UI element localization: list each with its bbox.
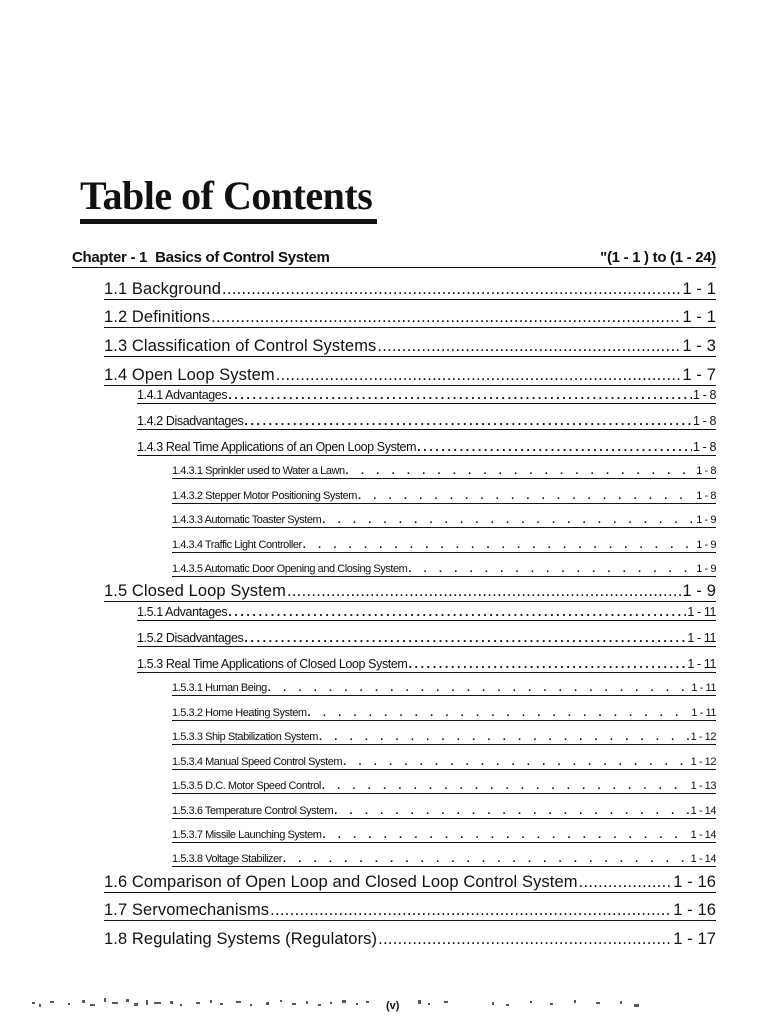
dot-leader: [308, 706, 691, 720]
dot-leader: [270, 900, 672, 920]
toc-entry-title: 1.5.3.1 Human Being: [172, 682, 267, 694]
toc-entry-page: 1 - 17: [673, 930, 716, 948]
toc-entry: [104, 334, 716, 357]
toc-entry-title: 1.4.2 Disadvantages: [137, 414, 244, 428]
toc-entry: [172, 559, 716, 577]
dot-leader: [276, 365, 682, 385]
toc-entry: [104, 898, 716, 921]
toc-entry: [137, 603, 716, 621]
dot-leader: [408, 562, 695, 576]
toc-entry: [104, 927, 716, 950]
toc-entry: [137, 655, 716, 673]
toc-entry-title: 1.4.1 Advantages: [137, 388, 228, 402]
toc-entry-page: 1 - 14: [690, 853, 716, 865]
toc-entry-page: 1 - 9: [696, 563, 716, 575]
toc-entry: [172, 535, 716, 553]
toc-entry: [104, 305, 716, 328]
dot-leader: [303, 538, 696, 552]
toc-entry-page: 1 - 9: [696, 514, 716, 526]
dot-leader: [377, 336, 681, 356]
toc-entry: [137, 629, 716, 647]
toc-entry-page: 1 - 11: [687, 605, 716, 619]
toc-entry-page: 1 - 8: [692, 388, 716, 402]
toc-entry-page: 1 - 3: [682, 337, 716, 355]
toc-entry-page: 1 - 7: [682, 366, 716, 384]
toc-entry-page: 1 - 8: [692, 414, 716, 428]
toc-entry-title: 1.4.3.3 Automatic Toaster System: [172, 514, 322, 526]
toc-entry: [137, 386, 716, 404]
dot-leader: [283, 852, 690, 866]
dot-leader: [244, 631, 686, 646]
toc-entry: [172, 461, 716, 479]
toc-entry-title: 1.5.3.7 Missile Launching System: [172, 829, 322, 841]
toc-entry-page: 1 - 16: [673, 901, 716, 919]
toc-entry-title: 1.3 Classification of Control Systems: [104, 337, 377, 355]
toc-entry-title: 1.4 Open Loop System: [104, 366, 275, 384]
dot-leader: [322, 828, 689, 842]
toc-entry-page: 1 - 12: [690, 731, 716, 743]
toc-entry-title: 1.5.2 Disadvantages: [137, 631, 244, 645]
toc-entry-title: 1.8 Regulating Systems (Regulators): [104, 930, 378, 948]
toc-entry-page: 1 - 1: [682, 280, 716, 298]
toc-entry-page: 1 - 9: [696, 539, 716, 551]
toc-entry: [172, 752, 716, 770]
toc-entry: [104, 870, 716, 893]
toc-entry-title: 1.4.3.1 Sprinkler used to Water a Lawn: [172, 465, 345, 477]
scan-noise-footer: [30, 992, 650, 1016]
dot-leader: [343, 755, 689, 769]
toc-entry: [172, 703, 716, 721]
toc-entry-title: 1.4.3.5 Automatic Door Opening and Closing System: [172, 563, 408, 575]
toc-entry-page: 1 - 11: [691, 682, 716, 694]
toc-entry-title: 1.5.3.2 Home Heating System: [172, 707, 307, 719]
toc-entry-title: 1.5.3 Real Time Applications of Closed Loop System: [137, 657, 408, 671]
dot-leader: [378, 929, 672, 949]
chapter-title: Basics of Control System: [155, 249, 330, 266]
toc-entry-page: 1 - 11: [691, 707, 716, 719]
dot-leader: [287, 581, 682, 601]
toc-entry: [172, 849, 716, 867]
toc-entry: [172, 727, 716, 745]
toc-entry: [104, 363, 716, 386]
chapter-number: Chapter - 1: [72, 249, 148, 266]
dot-leader: [358, 489, 695, 503]
toc-entry-page: 1 - 14: [690, 829, 716, 841]
dot-leader: [228, 605, 686, 620]
dot-leader: [417, 440, 692, 455]
dot-leader: [211, 307, 681, 327]
toc-entry: [104, 277, 716, 300]
dot-leader: [244, 414, 692, 429]
toc-entry-page: 1 - 16: [673, 873, 716, 891]
dot-leader: [268, 681, 691, 695]
dot-leader: [222, 279, 681, 299]
toc-entry: [104, 579, 716, 602]
toc-entry-title: 1.5.3.5 D.C. Motor Speed Control: [172, 780, 321, 792]
dot-leader: [346, 464, 696, 478]
toc-entry-page: 1 - 11: [687, 631, 716, 645]
page-roman-numeral: (v): [386, 1000, 400, 1012]
toc-entry-title: 1.7 Servomechanisms: [104, 901, 270, 919]
toc-entry-title: 1.5 Closed Loop System: [104, 582, 286, 600]
dot-leader: [322, 513, 695, 527]
page-title: Table of Contents: [80, 173, 373, 218]
toc-entry: [172, 801, 716, 819]
toc-entry-page: 1 - 1: [682, 308, 716, 326]
toc-entry: [172, 678, 716, 696]
toc-entry-page: 1 - 9: [682, 582, 716, 600]
dot-leader: [334, 804, 689, 818]
toc-entry-title: 1.4.3 Real Time Applications of an Open Loop System: [137, 440, 417, 454]
toc-entry-title: 1.1 Background: [104, 280, 221, 298]
toc-entry-title: 1.5.3.4 Manual Speed Control System: [172, 756, 343, 768]
toc-entry-title: 1.4.3.2 Stepper Motor Positioning System: [172, 490, 357, 502]
toc-entry: [137, 438, 716, 456]
toc-entry: [137, 412, 716, 430]
toc-entry-page: 1 - 13: [690, 780, 716, 792]
toc-entry: [172, 825, 716, 843]
chapter-heading: [72, 245, 716, 268]
toc-entry-page: 1 - 12: [690, 756, 716, 768]
dot-leader: [322, 779, 690, 793]
dot-leader: [228, 388, 692, 403]
toc-entry-page: 1 - 14: [690, 805, 716, 817]
dot-leader: [408, 657, 686, 672]
toc-entry-page: 1 - 8: [692, 440, 716, 454]
toc-entry-title: 1.5.3.8 Voltage Stabilizer: [172, 853, 282, 865]
toc-entry: [172, 776, 716, 794]
toc-entry-title: 1.4.3.4 Traffic Light Controller: [172, 539, 302, 551]
dot-leader: [319, 730, 690, 744]
toc-entry: [172, 486, 716, 504]
dot-leader: [579, 872, 673, 892]
toc-entry-page: 1 - 8: [696, 490, 716, 502]
title-underline: [80, 219, 377, 224]
toc-entry-page: 1 - 8: [696, 465, 716, 477]
toc-entry-title: 1.5.3.6 Temperature Control System: [172, 805, 334, 817]
toc-entry-page: 1 - 11: [687, 657, 716, 671]
toc-entry: [172, 510, 716, 528]
toc-entry-title: 1.5.3.3 Ship Stabilization System: [172, 731, 318, 743]
toc-entry-title: 1.6 Comparison of Open Loop and Closed Loop Control System: [104, 873, 578, 891]
toc-entry-title: 1.5.1 Advantages: [137, 605, 228, 619]
toc-entry-title: 1.2 Definitions: [104, 308, 211, 326]
chapter-page-range: "(1 - 1 ) to (1 - 24): [600, 249, 716, 266]
